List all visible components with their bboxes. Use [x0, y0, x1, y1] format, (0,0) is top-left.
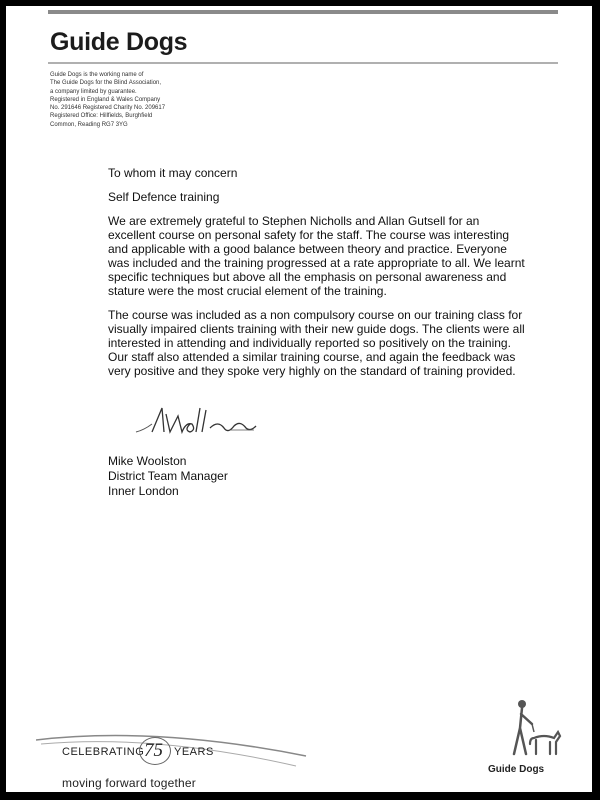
letter-body	[108, 166, 528, 378]
handwritten-signature	[134, 402, 284, 442]
org-info-line: The Guide Dogs for the Blind Association,	[50, 80, 162, 87]
signatory-title: District Team Manager	[108, 469, 228, 483]
anniversary-number: 75	[144, 740, 163, 761]
org-info-line: Guide Dogs is the working name of	[50, 72, 144, 78]
salutation: To whom it may concern	[108, 166, 238, 180]
org-info-line: Registered in England & Wales Company	[50, 96, 161, 103]
signatory-location: Inner London	[108, 484, 179, 498]
signature-block	[108, 454, 228, 499]
brand-title: Guide Dogs	[50, 28, 188, 56]
org-info-line: No. 291646 Registered Charity No. 209617	[50, 105, 166, 112]
years-label: YEARS	[174, 746, 214, 758]
subject-line: Self Defence training	[108, 190, 220, 204]
footer-tagline: moving forward together	[62, 776, 196, 790]
org-info-line: Common, Reading RG7 3YG	[50, 121, 128, 128]
letter-page	[6, 6, 592, 792]
celebrating-label: CELEBRATING	[62, 746, 145, 758]
guide-dog-logo-icon	[504, 698, 564, 760]
footer-brand: Guide Dogs	[488, 764, 545, 775]
org-info-line: Registered Office: Hillfields, Burghfield	[50, 113, 153, 120]
top-rule	[48, 10, 558, 14]
brand-rule	[48, 62, 558, 64]
org-info-line: a company limited by guarantee.	[50, 88, 137, 95]
paragraph-1: We are extremely grateful to Stephen Nicholls and Allan Gutsell for an excellent course on personal safety for the staff. The course was interesting and applicable with a good balance between theory and practice. Everyone was included and the training progressed at a rate appropriate to all. We learnt specific techniques but above all the emphasis on personal awareness and stature were the most crucial element of the training.	[108, 214, 525, 298]
paragraph-2: The course was included as a non compulsory course on our training class for visually impaired clients training with their new guide dogs. The clients were all interested in attending and individually reported so positively on the training. Our staff also attended a similar training course, and again the feedback was very positive and they spoke very highly on the standard of training provided.	[108, 308, 525, 378]
footer	[6, 726, 592, 792]
signatory-name: Mike Woolston	[108, 454, 187, 468]
org-info	[50, 71, 220, 129]
